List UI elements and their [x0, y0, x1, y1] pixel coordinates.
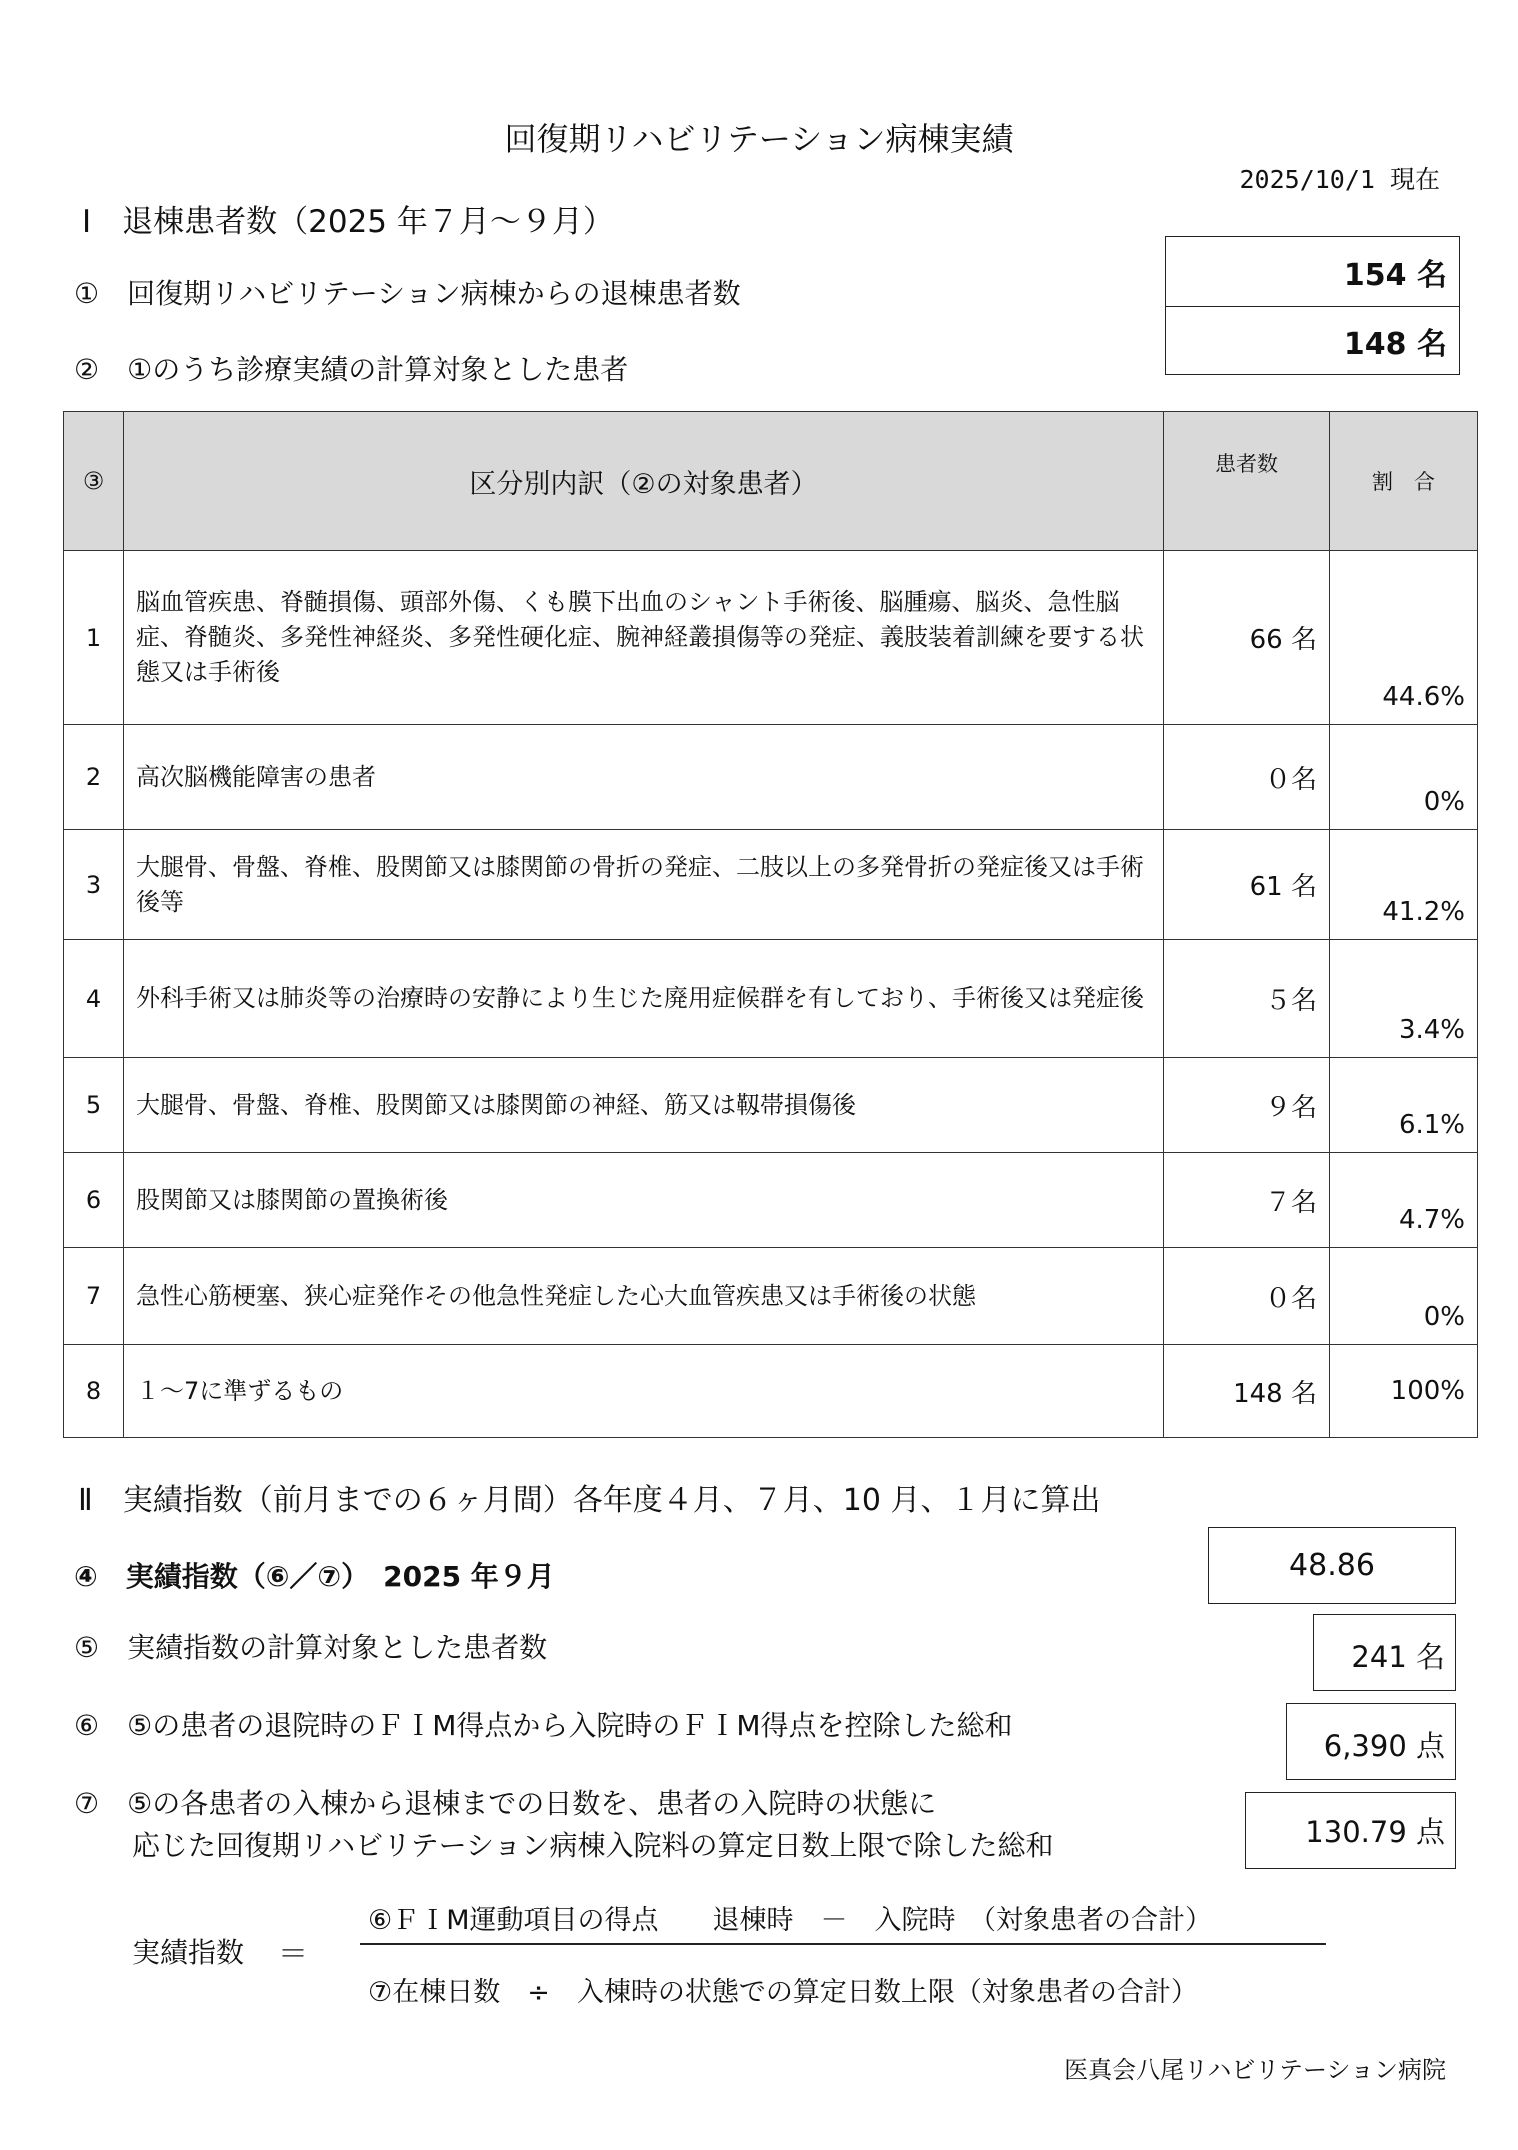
row-count: ５名 — [1164, 940, 1330, 1058]
row-no: 2 — [64, 725, 124, 830]
row-ratio: 3.4% — [1330, 940, 1478, 1058]
row-count: ０名 — [1164, 1248, 1330, 1345]
formula-label: 実績指数 — [132, 1936, 245, 1969]
item1-value: 154 名 — [1343, 257, 1447, 293]
table-row — [64, 551, 1478, 725]
item1-label: ① 回復期リハビリテーション病棟からの退棟患者数 — [74, 277, 741, 310]
item7-label-line2: 応じた回復期リハビリテーション病棟入院料の算定日数上限で除した総和 — [132, 1829, 1054, 1862]
table-row — [64, 940, 1478, 1058]
item4-label: ④ 実績指数（⑥／⑦） 2025 年９月 — [74, 1560, 555, 1593]
row-no: 3 — [64, 830, 124, 940]
row-desc: 股関節又は膝関節の置換術後 — [124, 1153, 1164, 1248]
table-header-row — [64, 412, 1478, 551]
item5-value: 241 名 — [1351, 1640, 1445, 1674]
row-ratio: 4.7% — [1330, 1153, 1478, 1248]
fraction-bar — [360, 1943, 1326, 1945]
item7-value-box — [1245, 1792, 1456, 1869]
row-count: ７名 — [1164, 1153, 1330, 1248]
row-ratio: 0% — [1330, 725, 1478, 830]
table-row — [64, 725, 1478, 830]
row-ratio: 100% — [1330, 1345, 1478, 1438]
row-no: 8 — [64, 1345, 124, 1438]
formula-denominator: ⑦在棟日数 ÷ 入棟時の状態での算定日数上限（対象患者の合計） — [368, 1977, 1198, 2008]
row-count: ９名 — [1164, 1058, 1330, 1153]
row-desc: 大腿骨、骨盤、脊椎、股関節又は膝関節の神経、筋又は靱帯損傷後 — [124, 1058, 1164, 1153]
table-row — [64, 1153, 1478, 1248]
header-ratio: 割 合 — [1330, 412, 1478, 551]
item6-value: 6,390 点 — [1323, 1729, 1445, 1763]
item1-value-box — [1165, 236, 1460, 307]
header-num: ③ — [64, 412, 124, 551]
item5-value-box — [1313, 1614, 1456, 1691]
row-no: 5 — [64, 1058, 124, 1153]
item6-label: ⑥ ⑤の患者の退院時のＦＩM得点から入院時のＦＩM得点を控除した総和 — [74, 1709, 1013, 1742]
item2-label: ② ①のうち診療実績の計算対象とした患者 — [74, 353, 629, 386]
row-count: ０名 — [1164, 725, 1330, 830]
row-no: 7 — [64, 1248, 124, 1345]
table-row — [64, 1345, 1478, 1438]
item7-label-line1: ⑦ ⑤の各患者の入棟から退棟までの日数を、患者の入院時の状態に — [74, 1787, 937, 1820]
row-ratio: 6.1% — [1330, 1058, 1478, 1153]
row-no: 1 — [64, 551, 124, 725]
row-count: 61 名 — [1164, 830, 1330, 940]
item4-value: 48.86 — [1289, 1548, 1375, 1583]
formula-numerator: ⑥ＦＩM運動項目の得点 退棟時 － 入院時 （対象患者の合計） — [368, 1905, 1212, 1936]
section2-heading: Ⅱ 実績指数（前月までの６ヶ月間）各年度４月、７月、10 月、１月に算出 — [78, 1483, 1101, 1518]
row-ratio: 0% — [1330, 1248, 1478, 1345]
page-title: 回復期リハビリテーション病棟実績 — [504, 120, 1014, 158]
row-count: 148 名 — [1164, 1345, 1330, 1438]
row-no: 4 — [64, 940, 124, 1058]
item4-value-box — [1208, 1527, 1456, 1604]
table-row — [64, 1248, 1478, 1345]
row-desc: 高次脳機能障害の患者 — [124, 725, 1164, 830]
hospital-name: 医真会八尾リハビリテーション病院 — [1064, 2056, 1446, 2084]
row-desc: 外科手術又は肺炎等の治療時の安静により生じた廃用症候群を有しており、手術後又は発症後 — [124, 940, 1164, 1058]
header-count: 患者数 — [1164, 412, 1330, 551]
breakdown-table — [63, 411, 1478, 1438]
row-ratio: 41.2% — [1330, 830, 1478, 940]
row-desc: １～7に準ずるもの — [124, 1345, 1164, 1438]
row-desc: 大腿骨、骨盤、脊椎、股関節又は膝関節の骨折の発症、二肢以上の多発骨折の発症後又は手術後等 — [124, 830, 1164, 940]
row-no: 6 — [64, 1153, 124, 1248]
row-count: 66 名 — [1164, 551, 1330, 725]
item2-value-box — [1165, 306, 1460, 375]
row-desc: 脳血管疾患、脊髄損傷、頭部外傷、くも膜下出血のシャント手術後、脳腫瘍、脳炎、急性脳症、脊髄炎、多発性神経炎、多発性硬化症、腕神経叢損傷等の発症、義肢装着訓練を要する状態又は手術後 — [124, 551, 1164, 725]
item5-label: ⑤ 実績指数の計算対象とした患者数 — [74, 1631, 548, 1664]
item7-value: 130.79 点 — [1305, 1815, 1445, 1849]
row-desc: 急性心筋梗塞、狭心症発作その他急性発症した心大血管疾患又は手術後の状態 — [124, 1248, 1164, 1345]
as-of-date: 2025/10/1 現在 — [1239, 165, 1440, 194]
row-ratio: 44.6% — [1330, 551, 1478, 725]
table-row — [64, 830, 1478, 940]
header-category: 区分別内訳（②の対象患者） — [124, 412, 1164, 551]
formula-equals: ＝ — [278, 1937, 308, 1972]
item6-value-box — [1286, 1703, 1456, 1780]
table-row — [64, 1058, 1478, 1153]
section1-heading: Ⅰ 退棟患者数（2025 年７月～９月） — [82, 204, 614, 240]
item2-value: 148 名 — [1343, 326, 1447, 362]
